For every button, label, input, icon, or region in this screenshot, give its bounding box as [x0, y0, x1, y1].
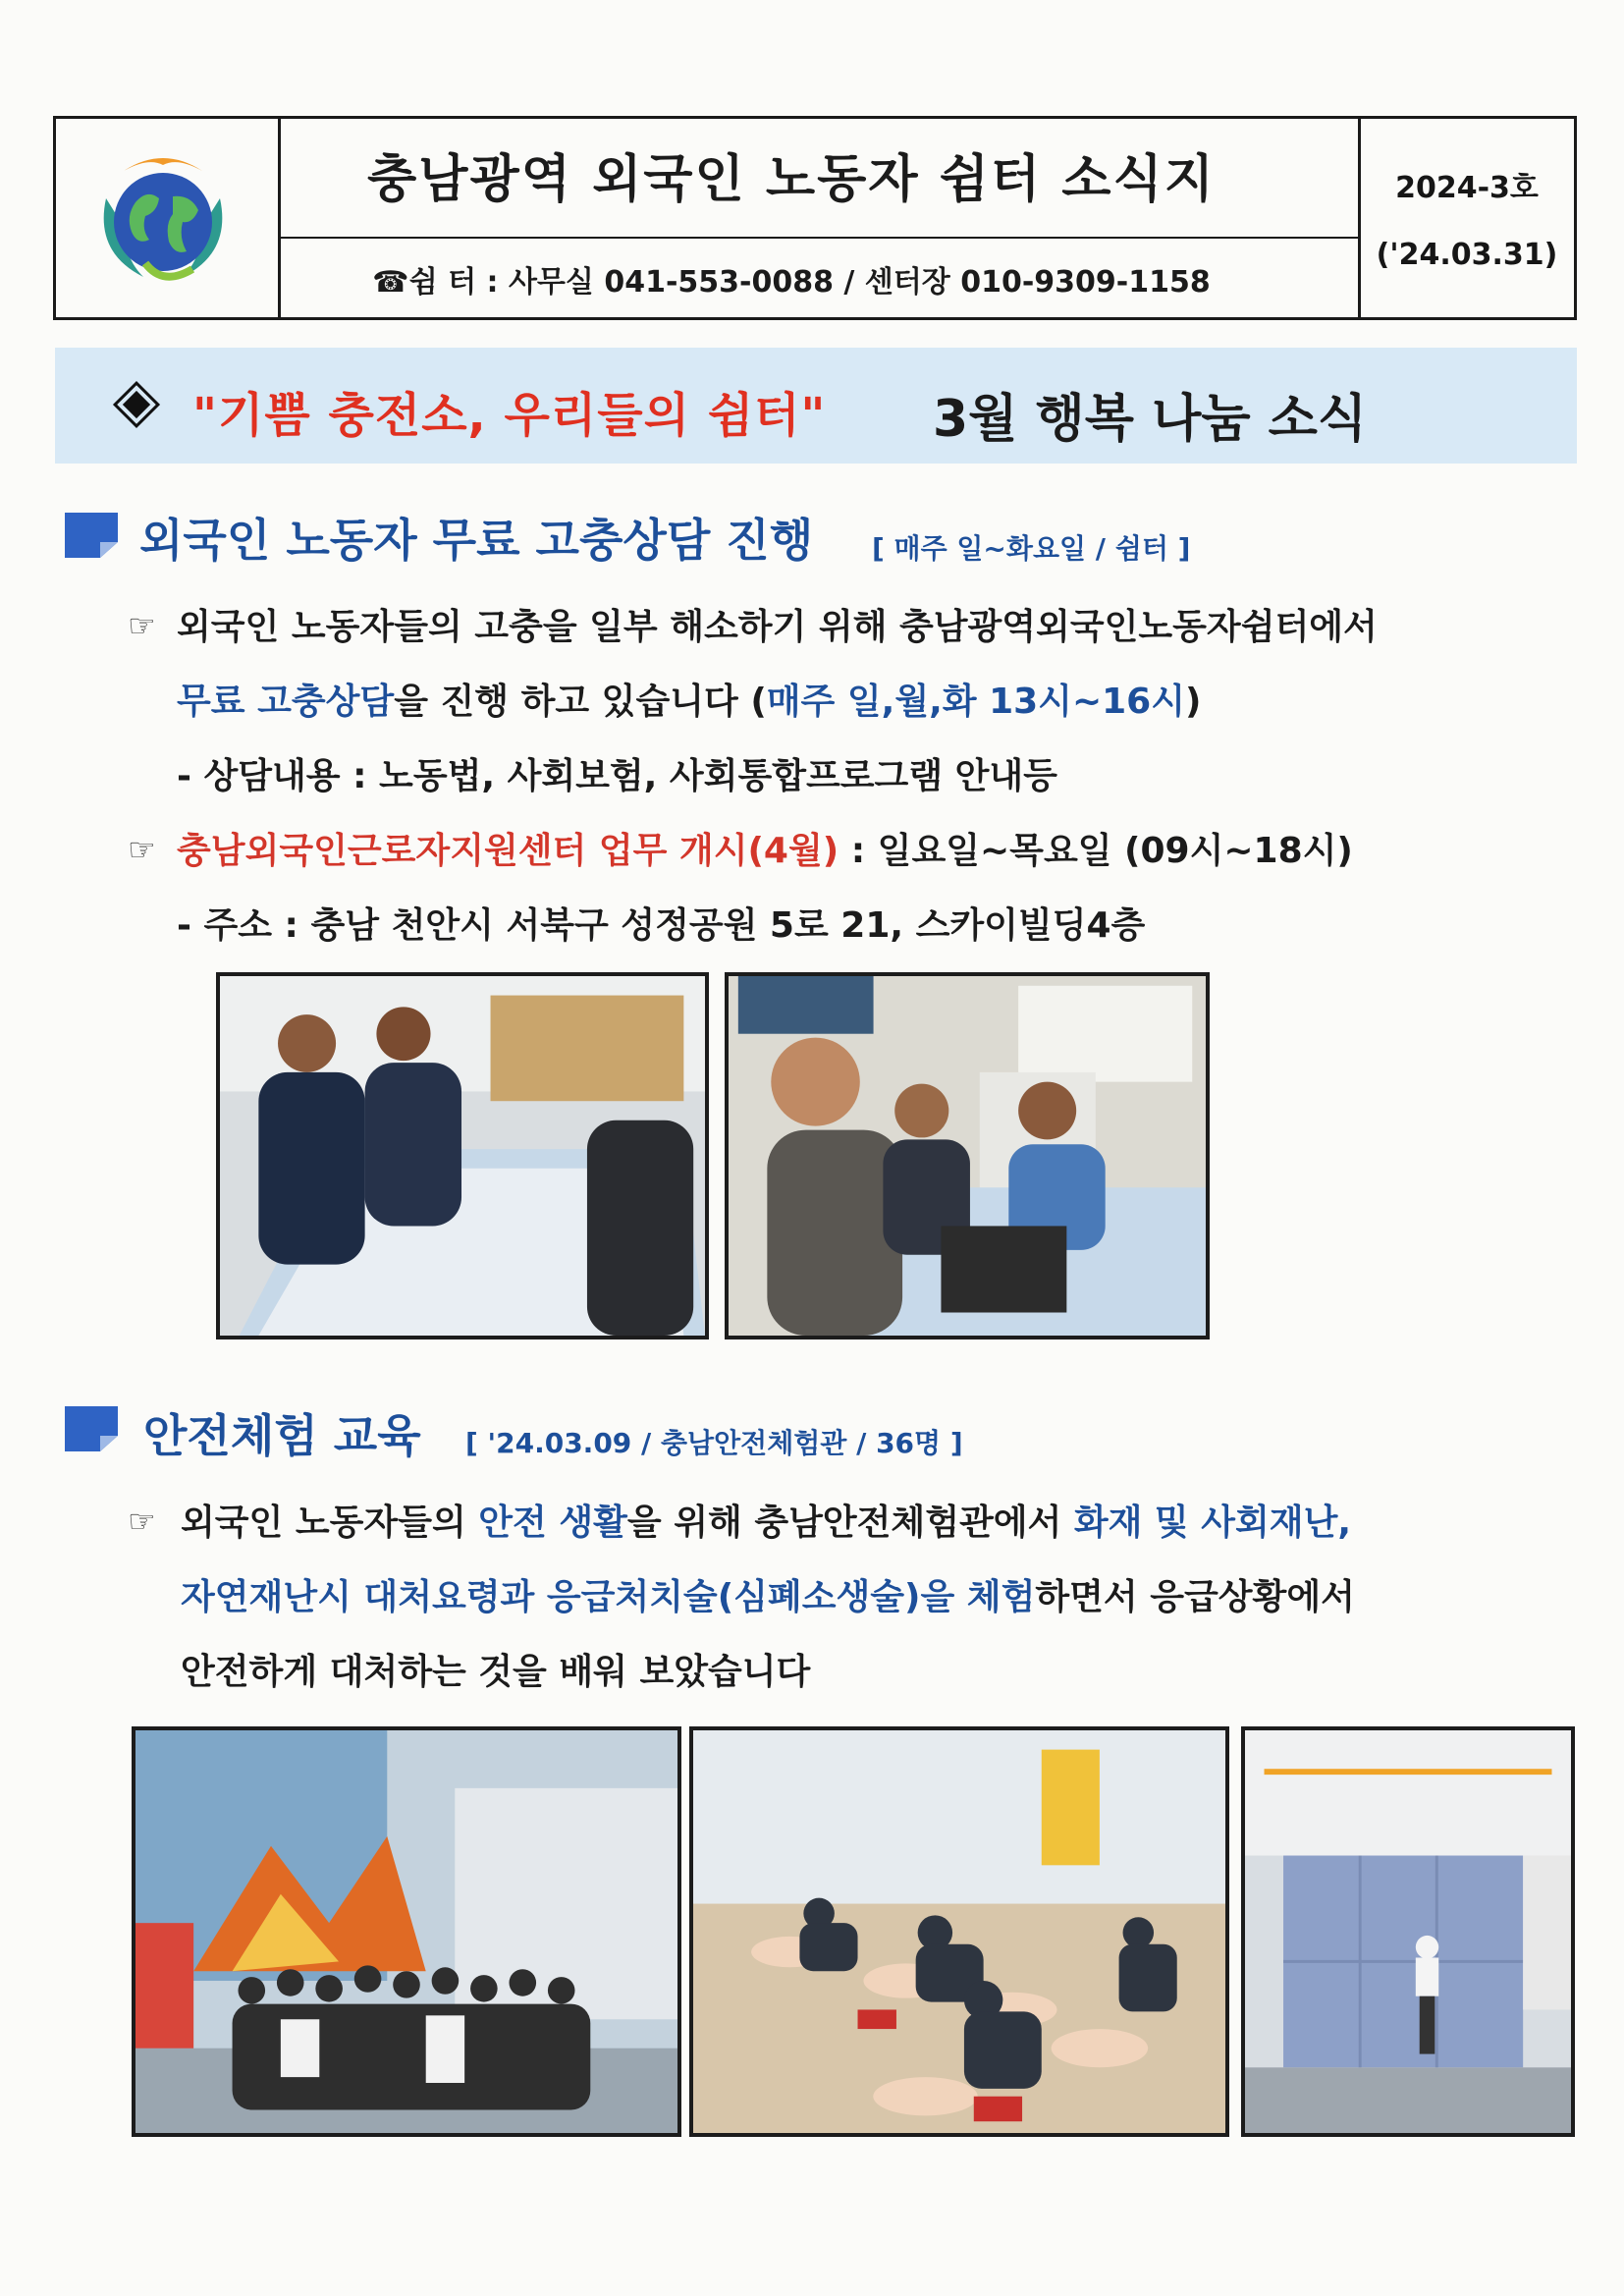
paragraph-text: 을 위해 충남안전체험관에서: [626, 1503, 1074, 1543]
banner-quote: "기쁨 충전소, 우리들의 쉼터": [192, 388, 827, 443]
issue-date: ('24.03.31): [1376, 238, 1558, 272]
highlight-text: 충남외국인근로자지원센터 업무 개시(4월): [177, 831, 839, 871]
highlight-text: 자연재난시 대처요령과 응급처치술(심폐소생술)을 체험: [181, 1577, 1036, 1617]
photo-group-fire-wall: [132, 1726, 681, 2137]
banner-title: 3월 행복 나눔 소식: [933, 390, 1368, 449]
folded-note-icon: [63, 1404, 120, 1453]
photo-counseling-2: [725, 972, 1210, 1339]
section-title-safety: 안전체험 교육: [143, 1409, 421, 1462]
issue-number: 2024-3호: [1395, 171, 1539, 205]
highlight-text: 매주 일,월,화 13시~16시: [766, 682, 1185, 722]
paragraph-line: [181, 1495, 1351, 1545]
paragraph-text: 외국인 노동자들의: [181, 1503, 479, 1543]
highlight-text: 안전 생활: [478, 1503, 627, 1543]
paragraph-line: [181, 1569, 1355, 1619]
highlight-text: 화재 및 사회재난,: [1073, 1503, 1352, 1543]
pointing-hand-icon: ☞: [128, 1503, 156, 1540]
pointing-hand-icon: ☞: [128, 831, 156, 868]
globe-hands-logo: [84, 139, 242, 297]
folded-note-icon: [63, 511, 120, 560]
paragraph-line: [177, 823, 1353, 873]
paragraph-line: 안전하게 대처하는 것을 배워 보았습니다: [181, 1652, 811, 1692]
paragraph-text: 하면서 응급상황에서: [1035, 1577, 1355, 1617]
section-meta-counseling: [ 매주 일~화요일 / 쉼터 ]: [872, 532, 1191, 565]
paragraph-line: - 주소 : 충남 천안시 서북구 성정공원 5로 21, 스카이빌딩4층: [177, 905, 1146, 946]
masthead-divider: [280, 237, 1360, 239]
section-title-counseling: 외국인 노동자 무료 고충상담 진행: [139, 514, 814, 567]
masthead-divider: [1358, 119, 1361, 317]
section-meta-safety: [ '24.03.09 / 충남안전체험관 / 36명 ]: [465, 1427, 963, 1459]
newsletter-title: 충남광역 외국인 노동자 쉼터 소식지: [367, 150, 1216, 209]
photo-cpr-training: [689, 1726, 1229, 2137]
highlight-text: 무료 고충상담: [177, 682, 395, 722]
pointing-hand-icon: ☞: [128, 607, 156, 644]
paragraph-line: 외국인 노동자들의 고충을 일부 해소하기 위해 충남광역외국인노동자쉼터에서: [177, 607, 1378, 647]
paragraph-line: [177, 674, 1201, 724]
photo-rescue-drill: [1241, 1726, 1575, 2137]
paragraph-text: ): [1185, 682, 1202, 722]
paragraph-text: 을 진행 하고 있습니다 (: [394, 682, 767, 722]
paragraph-line: - 상담내용 : 노동법, 사회보험, 사회통합프로그램 안내등: [177, 756, 1057, 796]
photo-counseling-1: [216, 972, 709, 1339]
paragraph-text: : 일요일~목요일 (09시~18시): [839, 831, 1353, 871]
contact-info: ☎쉼 터 : 사무실 041-553-0088 / 센터장 010-9309-1158: [372, 265, 1211, 300]
